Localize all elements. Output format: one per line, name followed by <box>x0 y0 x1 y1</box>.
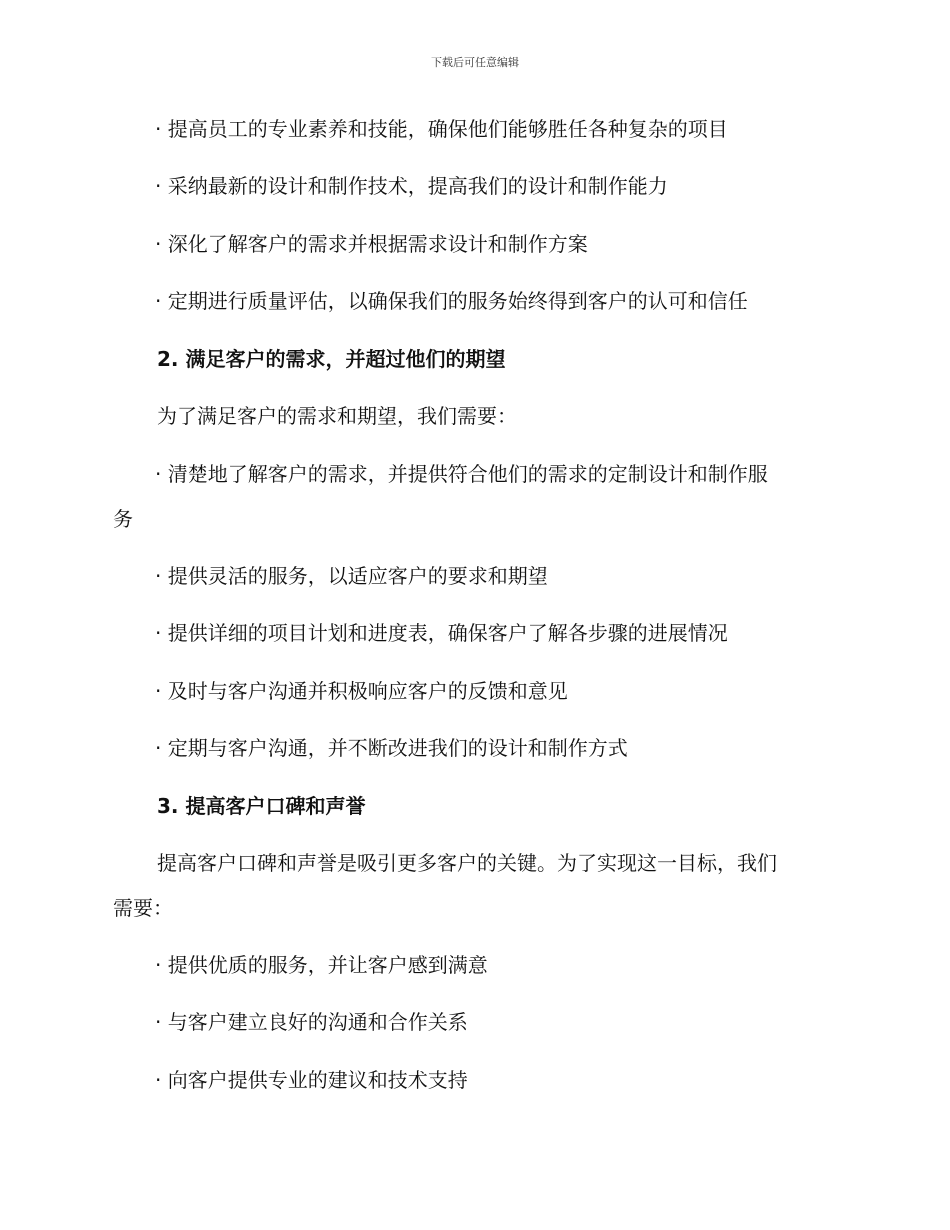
paragraph: 提高客户口碑和声誉是吸引更多客户的关键。为了实现这一目标，我们 <box>157 851 777 875</box>
page-header: 下载后可任意编辑 <box>431 56 519 69</box>
section-heading: 3. 提高客户口碑和声誉 <box>157 794 366 818</box>
bullet-item: · 提供优质的服务，并让客户感到满意 <box>155 953 488 977</box>
bullet-item: · 提供详细的项目计划和进度表，确保客户了解各步骤的进展情况 <box>155 621 728 645</box>
bullet-item: · 深化了解客户的需求并根据需求设计和制作方案 <box>155 232 588 256</box>
section-heading: 2. 满足客户的需求，并超过他们的期望 <box>157 347 506 371</box>
bullet-item: · 提高员工的专业素养和技能，确保他们能够胜任各种复杂的项目 <box>155 117 728 141</box>
bullet-item: · 定期与客户沟通，并不断改进我们的设计和制作方式 <box>155 736 628 760</box>
bullet-item: · 与客户建立良好的沟通和合作关系 <box>155 1010 468 1034</box>
bullet-item: · 定期进行质量评估，以确保我们的服务始终得到客户的认可和信任 <box>155 289 748 313</box>
bullet-item: · 采纳最新的设计和制作技术，提高我们的设计和制作能力 <box>155 174 668 198</box>
paragraph: 为了满足客户的需求和期望，我们需要： <box>157 404 517 428</box>
bullet-item: · 提供灵活的服务，以适应客户的要求和期望 <box>155 564 548 588</box>
bullet-item: · 及时与客户沟通并积极响应客户的反馈和意见 <box>155 679 568 703</box>
paragraph-continuation: 需要： <box>113 896 173 920</box>
bullet-continuation: 务 <box>113 507 133 531</box>
bullet-item: · 向客户提供专业的建议和技术支持 <box>155 1068 468 1092</box>
bullet-item: · 清楚地了解客户的需求，并提供符合他们的需求的定制设计和制作服 <box>155 462 768 486</box>
